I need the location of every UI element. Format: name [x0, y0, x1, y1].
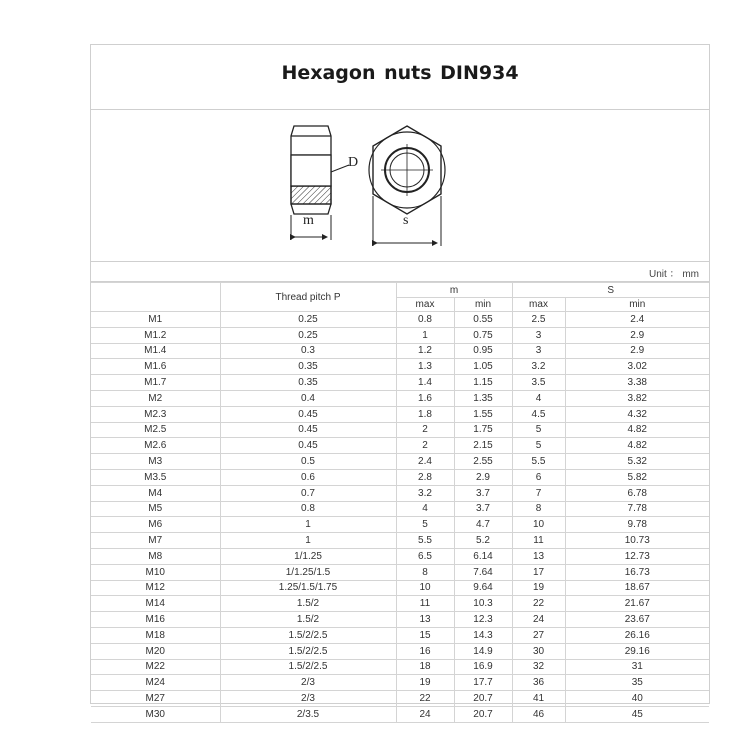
table-row — [91, 343, 709, 359]
nut-front-view — [369, 126, 445, 214]
pitch-cell: 1 — [220, 517, 396, 533]
size-cell: M1.4 — [91, 343, 220, 359]
table-row — [91, 659, 709, 675]
pitch-cell: 1/1.25/1.5 — [220, 564, 396, 580]
unit-label: Unit ： mm — [649, 269, 699, 280]
s-max-cell: 24 — [512, 612, 565, 628]
size-cell: M2.3 — [91, 406, 220, 422]
spec-sheet — [90, 44, 710, 720]
s-max-cell: 4.5 — [512, 406, 565, 422]
pitch-cell: 1 — [220, 533, 396, 549]
pitch-cell: 1.5/2 — [220, 612, 396, 628]
m-min-cell: 1.55 — [454, 406, 512, 422]
size-cell: M5 — [91, 501, 220, 517]
s-min-cell: 29.16 — [565, 643, 709, 659]
m-max-cell: 13 — [396, 612, 454, 628]
s-max-cell: 36 — [512, 675, 565, 691]
m-max-cell: 24 — [396, 706, 454, 722]
pitch-cell: 0.35 — [220, 375, 396, 391]
m-min-cell: 3.7 — [454, 501, 512, 517]
table-header-row — [91, 283, 709, 298]
pitch-cell: 0.5 — [220, 454, 396, 470]
s-max-cell: 13 — [512, 548, 565, 564]
m-max-cell: 1.8 — [396, 406, 454, 422]
size-cell: M1 — [91, 312, 220, 328]
m-min-cell: 3.7 — [454, 485, 512, 501]
table-row — [91, 406, 709, 422]
s-min-cell: 4.82 — [565, 422, 709, 438]
pitch-cell: 0.25 — [220, 327, 396, 343]
pitch-cell: 2/3 — [220, 675, 396, 691]
s-min-cell: 23.67 — [565, 612, 709, 628]
s-max-cell: 4 — [512, 390, 565, 406]
size-header — [91, 283, 220, 312]
m-min-cell: 2.9 — [454, 469, 512, 485]
m-min-cell: 20.7 — [454, 706, 512, 722]
m-max-cell: 2.4 — [396, 454, 454, 470]
table-row — [91, 485, 709, 501]
m-min-cell: 16.9 — [454, 659, 512, 675]
table-row — [91, 564, 709, 580]
s-max-cell: 41 — [512, 691, 565, 707]
m-min-cell: 1.35 — [454, 390, 512, 406]
m-max-cell: 1.2 — [396, 343, 454, 359]
s-min-cell: 5.82 — [565, 469, 709, 485]
s-min-cell: 31 — [565, 659, 709, 675]
size-cell: M3 — [91, 454, 220, 470]
s-max-cell: 19 — [512, 580, 565, 596]
thread-pitch-header: Thread pitch P — [220, 283, 396, 312]
m-min-cell: 4.7 — [454, 517, 512, 533]
table-row — [91, 501, 709, 517]
size-cell: M16 — [91, 612, 220, 628]
table-row — [91, 691, 709, 707]
page-title: Hexagon nuts DIN934 — [281, 62, 519, 84]
m-max-cell: 5 — [396, 517, 454, 533]
s-max-cell: 5 — [512, 438, 565, 454]
size-cell: M1.2 — [91, 327, 220, 343]
m-min-cell: 0.95 — [454, 343, 512, 359]
pitch-cell: 0.6 — [220, 469, 396, 485]
table-row — [91, 312, 709, 328]
m-min-cell: 1.15 — [454, 375, 512, 391]
nut-side-view — [291, 126, 349, 214]
label-s: s — [403, 213, 409, 228]
m-min-cell: 20.7 — [454, 691, 512, 707]
m-min-cell: 0.55 — [454, 312, 512, 328]
s-min-cell: 4.32 — [565, 406, 709, 422]
size-cell: M20 — [91, 643, 220, 659]
m-min-cell: 0.75 — [454, 327, 512, 343]
size-cell: M8 — [91, 548, 220, 564]
s-max-cell: 17 — [512, 564, 565, 580]
table-row — [91, 375, 709, 391]
m-max-cell: 4 — [396, 501, 454, 517]
m-min-cell: 1.75 — [454, 422, 512, 438]
pitch-cell: 0.45 — [220, 406, 396, 422]
size-cell: M3.5 — [91, 469, 220, 485]
m-min-header: min — [454, 298, 512, 312]
s-min-cell: 18.67 — [565, 580, 709, 596]
table-row — [91, 327, 709, 343]
m-min-cell: 10.3 — [454, 596, 512, 612]
size-cell: M1.6 — [91, 359, 220, 375]
table-row — [91, 438, 709, 454]
m-min-cell: 9.64 — [454, 580, 512, 596]
s-max-cell: 22 — [512, 596, 565, 612]
s-max-cell: 10 — [512, 517, 565, 533]
table-row — [91, 706, 709, 722]
s-min-cell: 3.38 — [565, 375, 709, 391]
s-min-cell: 40 — [565, 691, 709, 707]
table-row — [91, 612, 709, 628]
s-min-cell: 3.02 — [565, 359, 709, 375]
size-cell: M2.6 — [91, 438, 220, 454]
s-min-cell: 2.9 — [565, 343, 709, 359]
s-max-cell: 27 — [512, 627, 565, 643]
m-max-cell: 1.6 — [396, 390, 454, 406]
m-max-cell: 2.8 — [396, 469, 454, 485]
m-max-cell: 3.2 — [396, 485, 454, 501]
table-row — [91, 643, 709, 659]
m-max-cell: 6.5 — [396, 548, 454, 564]
m-max-cell: 2 — [396, 422, 454, 438]
unit-row — [91, 261, 709, 282]
pitch-cell: 0.4 — [220, 390, 396, 406]
s-min-cell: 21.67 — [565, 596, 709, 612]
m-min-cell: 14.9 — [454, 643, 512, 659]
m-max-cell: 1.4 — [396, 375, 454, 391]
m-min-cell: 2.55 — [454, 454, 512, 470]
pitch-cell: 1.5/2/2.5 — [220, 643, 396, 659]
size-cell: M4 — [91, 485, 220, 501]
s-max-cell: 6 — [512, 469, 565, 485]
s-max-header: max — [512, 298, 565, 312]
m-max-cell: 15 — [396, 627, 454, 643]
table-row — [91, 580, 709, 596]
s-max-cell: 3 — [512, 343, 565, 359]
spec-table-body — [91, 312, 709, 723]
size-cell: M2 — [91, 390, 220, 406]
table-row — [91, 533, 709, 549]
s-min-cell: 2.4 — [565, 312, 709, 328]
m-max-cell: 22 — [396, 691, 454, 707]
size-cell: M10 — [91, 564, 220, 580]
s-min-cell: 16.73 — [565, 564, 709, 580]
m-max-cell: 16 — [396, 643, 454, 659]
s-min-cell: 6.78 — [565, 485, 709, 501]
m-max-cell: 18 — [396, 659, 454, 675]
size-cell: M7 — [91, 533, 220, 549]
m-max-cell: 11 — [396, 596, 454, 612]
pitch-cell: 1.25/1.5/1.75 — [220, 580, 396, 596]
s-max-cell: 11 — [512, 533, 565, 549]
s-min-cell: 10.73 — [565, 533, 709, 549]
m-min-cell: 1.05 — [454, 359, 512, 375]
size-cell: M22 — [91, 659, 220, 675]
table-row — [91, 548, 709, 564]
size-cell: M12 — [91, 580, 220, 596]
pitch-cell: 0.7 — [220, 485, 396, 501]
s-max-cell: 8 — [512, 501, 565, 517]
label-m: m — [303, 213, 314, 228]
pitch-cell: 1.5/2 — [220, 596, 396, 612]
table-row — [91, 517, 709, 533]
m-min-cell: 2.15 — [454, 438, 512, 454]
pitch-cell: 0.45 — [220, 422, 396, 438]
spec-table — [91, 282, 709, 723]
m-max-cell: 19 — [396, 675, 454, 691]
pitch-cell: 1.5/2/2.5 — [220, 659, 396, 675]
s-min-cell: 12.73 — [565, 548, 709, 564]
pitch-cell: 0.8 — [220, 501, 396, 517]
table-row — [91, 359, 709, 375]
s-max-cell: 30 — [512, 643, 565, 659]
s-min-cell: 3.82 — [565, 390, 709, 406]
m-max-cell: 2 — [396, 438, 454, 454]
m-min-cell: 7.64 — [454, 564, 512, 580]
size-cell: M1.7 — [91, 375, 220, 391]
size-cell: M18 — [91, 627, 220, 643]
table-row — [91, 627, 709, 643]
s-max-cell: 2.5 — [512, 312, 565, 328]
size-cell: M6 — [91, 517, 220, 533]
table-row — [91, 675, 709, 691]
m-max-header: max — [396, 298, 454, 312]
s-min-cell: 9.78 — [565, 517, 709, 533]
m-min-cell: 5.2 — [454, 533, 512, 549]
pitch-cell: 1.5/2/2.5 — [220, 627, 396, 643]
table-row — [91, 454, 709, 470]
s-max-cell: 3.2 — [512, 359, 565, 375]
pitch-cell: 2/3.5 — [220, 706, 396, 722]
s-max-cell: 46 — [512, 706, 565, 722]
pitch-cell: 2/3 — [220, 691, 396, 707]
m-min-cell: 12.3 — [454, 612, 512, 628]
m-max-cell: 5.5 — [396, 533, 454, 549]
table-row — [91, 469, 709, 485]
s-min-cell: 4.82 — [565, 438, 709, 454]
pitch-cell: 0.45 — [220, 438, 396, 454]
s-header: S — [512, 283, 709, 298]
m-min-cell: 14.3 — [454, 627, 512, 643]
table-row — [91, 422, 709, 438]
m-header: m — [396, 283, 512, 298]
s-max-cell: 5 — [512, 422, 565, 438]
s-min-cell: 35 — [565, 675, 709, 691]
table-row — [91, 596, 709, 612]
s-min-cell: 7.78 — [565, 501, 709, 517]
s-max-cell: 7 — [512, 485, 565, 501]
s-max-cell: 3.5 — [512, 375, 565, 391]
size-cell: M14 — [91, 596, 220, 612]
s-min-cell: 26.16 — [565, 627, 709, 643]
size-cell: M2.5 — [91, 422, 220, 438]
table-row — [91, 390, 709, 406]
m-min-cell: 6.14 — [454, 548, 512, 564]
s-min-cell: 45 — [565, 706, 709, 722]
m-max-cell: 1 — [396, 327, 454, 343]
m-max-cell: 8 — [396, 564, 454, 580]
s-min-header: min — [565, 298, 709, 312]
s-min-cell: 5.32 — [565, 454, 709, 470]
label-d: D — [348, 155, 359, 170]
nut-drawing-svg — [91, 110, 709, 260]
s-min-cell: 2.9 — [565, 327, 709, 343]
pitch-cell: 0.35 — [220, 359, 396, 375]
s-max-cell: 3 — [512, 327, 565, 343]
m-min-cell: 17.7 — [454, 675, 512, 691]
s-max-cell: 5.5 — [512, 454, 565, 470]
m-max-cell: 1.3 — [396, 359, 454, 375]
m-max-cell: 10 — [396, 580, 454, 596]
m-max-cell: 0.8 — [396, 312, 454, 328]
s-max-cell: 32 — [512, 659, 565, 675]
pitch-cell: 1/1.25 — [220, 548, 396, 564]
technical-drawing — [91, 110, 709, 260]
pitch-cell: 0.3 — [220, 343, 396, 359]
size-cell: M24 — [91, 675, 220, 691]
size-cell: M27 — [91, 691, 220, 707]
size-cell: M30 — [91, 706, 220, 722]
pitch-cell: 0.25 — [220, 312, 396, 328]
